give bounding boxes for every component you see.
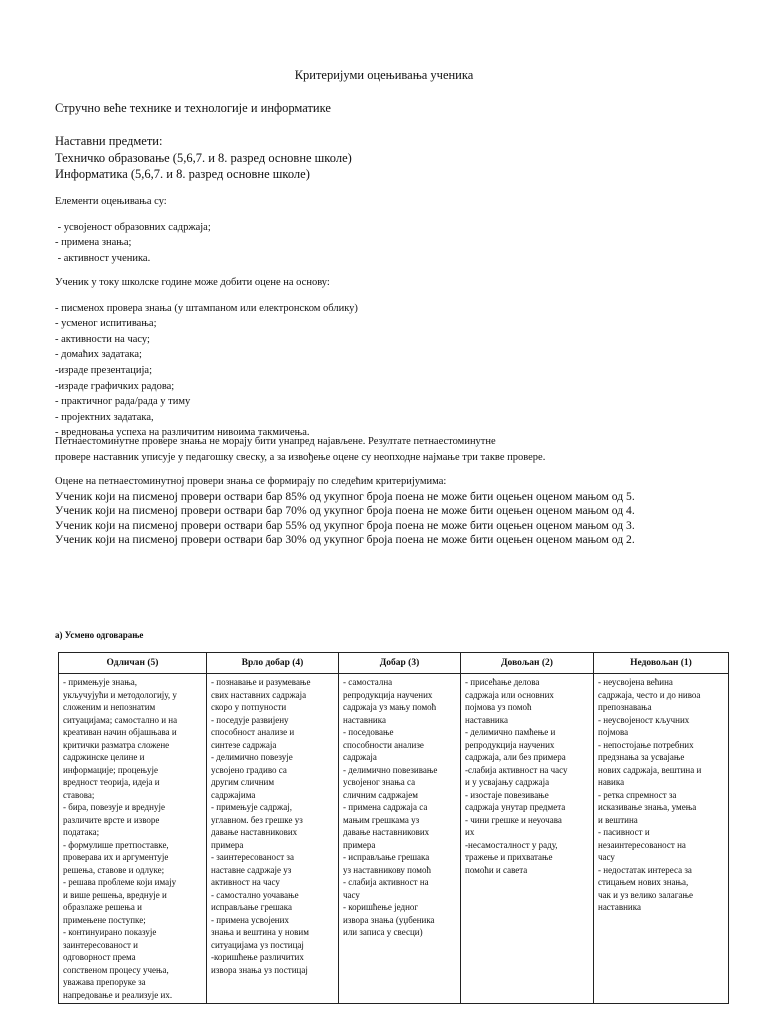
list-item: - примена знања; xyxy=(55,237,132,249)
list-item: - активност ученика. xyxy=(55,252,151,264)
cell-line: - изостаје повезивање xyxy=(465,789,549,800)
list-item: - вредновања успеха на различитим нивоима такмичења. xyxy=(55,427,310,439)
cell-line: мањим грешкама уз xyxy=(343,814,420,825)
cell-line: - самостална xyxy=(343,677,393,687)
cell-line: - решава проблеме који имају xyxy=(63,877,177,887)
cell-grade-4 xyxy=(207,674,339,1004)
cell-line: незаинтересованост на xyxy=(598,839,686,850)
table-header-row xyxy=(59,653,729,674)
list-item: - активности на часу; xyxy=(55,333,150,345)
cell-line: давање наставникових xyxy=(343,827,430,837)
criteria-line: Ученик који на писменој провери оствари бар 85% од укупног броја поена не може бити оцењен оценом мањом од 5. xyxy=(55,489,635,503)
cell-line: примера xyxy=(343,839,376,850)
header-grade-3: Добар (3) xyxy=(339,653,461,674)
cell-line: препознавања xyxy=(598,702,652,712)
cell-line: усвојеног знања са xyxy=(343,777,416,787)
cell-line: извора знања (уџбеника xyxy=(343,914,435,925)
cell-line: -несамосталност у раду, xyxy=(465,839,558,850)
grading-elements-heading: Елементи оцењивања су: xyxy=(55,196,167,207)
header-grade-2: Довољан (2) xyxy=(461,653,594,674)
cell-line: одговорност према xyxy=(63,952,136,962)
cell-line: података; xyxy=(63,827,100,837)
cell-line: свих наставних садржаја xyxy=(211,689,307,700)
cell-line: - недостатак интереса за xyxy=(598,864,692,875)
cell-line: - примењује знања, xyxy=(63,677,137,687)
cell-line: - слабија активност на xyxy=(343,877,429,887)
cell-line: наставника xyxy=(598,902,641,912)
list-item: - писменох провера знања (у штампаном или електронском облику) xyxy=(55,302,358,314)
cell-line: и вештина xyxy=(598,814,638,825)
grading-elements xyxy=(55,194,211,266)
cell-line: тражење и прихватање xyxy=(465,852,553,862)
cell-line: -коришћење различитих xyxy=(211,952,304,962)
list-item: - пројектних задатака, xyxy=(55,411,154,423)
cell-line: решења, ставове и одлуке; xyxy=(63,864,165,875)
cell-line: их xyxy=(465,827,475,837)
subject-informatics: Информатика (5,6,7. и 8. разред основне школе) xyxy=(55,167,310,181)
cell-line: предзнања за усвајање xyxy=(598,752,685,762)
cell-line: сопственом процесу учења, xyxy=(63,964,169,975)
quiz-notice xyxy=(55,434,545,465)
cell-line: - поседује развијену xyxy=(211,714,289,725)
header-grade-5: Одличан (5) xyxy=(59,653,207,674)
cell-line: ситуацијама уз постицај xyxy=(211,939,304,950)
cell-line: - континуирано показује xyxy=(63,927,157,937)
cell-line: проверава их и аргументује xyxy=(63,852,169,862)
cell-line: - присећање делова xyxy=(465,677,540,687)
cell-line: - коришћење једног xyxy=(343,902,419,912)
cell-line: садржаја, али без примера xyxy=(465,752,566,762)
cell-line: - ретка спремност за xyxy=(598,789,677,800)
cell-line: образлаже решења и xyxy=(63,902,142,912)
cell-line: - примена усвојених xyxy=(211,914,289,925)
header-grade-1: Недовољан (1) xyxy=(594,653,729,674)
cell-line: углавном. без грешке уз xyxy=(211,814,303,825)
subject-technical: Техничко образовање (5,6,7. и 8. разред основне школе) xyxy=(55,150,352,165)
cell-line: - самостално уочавање xyxy=(211,889,299,900)
cell-line: - формулише претпоставке, xyxy=(63,839,169,850)
cell-line: нових садржаја, вештина и xyxy=(598,764,702,775)
cell-line: наставне садржаје уз xyxy=(211,864,292,875)
cell-line: - познавање и разумевање xyxy=(211,677,311,687)
criteria-line: Ученик који на писменој провери оствари бар 55% од укупног броја поена не може бити оцењен оценом мањом од 3. xyxy=(55,518,635,532)
cell-line: - заинтересованост за xyxy=(211,852,294,862)
cell-line: - делимично памћење и xyxy=(465,727,556,737)
oral-grading-table xyxy=(58,652,729,1004)
cell-line: часу xyxy=(343,889,360,900)
cell-line: - поседовање xyxy=(343,727,394,737)
notice-line: Петнаестоминутне провере знања не морају бити унапред најављене. Резултате петнаестоминутне xyxy=(55,436,496,447)
cell-grade-3 xyxy=(339,674,461,1004)
cell-line: активност на часу xyxy=(211,877,280,887)
cell-line: извора знања уз постицај xyxy=(211,964,308,975)
cell-line: уважава препоруке за xyxy=(63,977,146,987)
grading-basis-heading: Ученик у току школске године може добити оцене на основу: xyxy=(55,277,330,288)
cell-line: скоро у потпуности xyxy=(211,702,287,712)
header-grade-4: Врло добар (4) xyxy=(207,653,339,674)
cell-line: - неусвојеност кључних xyxy=(598,714,690,725)
list-item: -израде презентација; xyxy=(55,364,152,376)
cell-line: ситуацијама; самостално и на xyxy=(63,714,178,725)
cell-grade-2 xyxy=(461,674,594,1004)
cell-line: критички разматра сложене xyxy=(63,739,170,750)
document-title: Критеријуми оцењивања ученика xyxy=(294,68,474,82)
cell-line: чак и уз велико залагање xyxy=(598,889,693,900)
cell-line: - пасивност и xyxy=(598,827,650,837)
cell-line: - делимично повезује xyxy=(211,752,293,762)
cell-line: садржаја, често и до нивоа xyxy=(598,689,701,700)
quiz-criteria xyxy=(55,475,635,548)
cell-line: садржаја уз мању помоћ xyxy=(343,702,437,712)
cell-line: или записа у свесци) xyxy=(343,927,423,937)
oral-section-label: а) Усмено одговарање xyxy=(55,630,144,640)
subjects-block xyxy=(55,133,352,183)
cell-line: способности анализе xyxy=(343,739,424,750)
cell-line: способност анализе и xyxy=(211,727,295,737)
cell-line: примењене поступке; xyxy=(63,914,146,925)
cell-line: - примена садржаја са xyxy=(343,802,428,812)
cell-line: наставника xyxy=(465,714,508,725)
cell-line: - непостојање потребних xyxy=(598,739,694,750)
cell-line: -слабија активност на часу xyxy=(465,764,568,775)
cell-line: садржајима xyxy=(211,789,256,800)
list-item: - усменог испитивања; xyxy=(55,318,157,330)
cell-grade-5 xyxy=(59,674,207,1004)
cell-line: вредност теорија, идеја и xyxy=(63,777,160,787)
cell-line: садржаја или основних xyxy=(465,689,554,700)
subjects-heading: Наставни предмети: xyxy=(55,134,163,148)
list-item: -израде графичких радова; xyxy=(55,380,175,392)
cell-line: знања и вештина у новим xyxy=(211,927,309,937)
cell-line: укључујући и методологију, у xyxy=(63,689,177,700)
cell-line: синтезе садржаја xyxy=(211,739,277,750)
cell-line: појмова xyxy=(598,727,629,737)
criteria-line: Ученик који на писменој провери оствари бар 30% од укупног броја поена не може бити оцењен оценом мањом од 2. xyxy=(55,533,635,546)
cell-line: часу xyxy=(598,852,615,862)
cell-line: давање наставникових xyxy=(211,827,298,837)
list-item: - практичног рада/рада у тиму xyxy=(55,396,191,408)
cell-line: креативан начин објашњава и xyxy=(63,727,177,737)
cell-line: - бира, повезује и вреднује xyxy=(63,802,165,812)
cell-line: садржаја xyxy=(343,752,377,762)
list-item: - усвојеност образовних садржаја; xyxy=(55,221,211,233)
cell-line: усвојено градиво са xyxy=(211,764,287,775)
cell-line: - примењује садржај, xyxy=(211,802,292,812)
table-row xyxy=(59,674,729,1004)
notice-line: провере наставник уписује у педагошку свеску, а за извођење оцене су неопходне најмање три такве провере. xyxy=(55,451,546,463)
cell-line: информације; процењује xyxy=(63,764,158,775)
cell-line: сложеним и непознатим xyxy=(63,702,156,712)
cell-line: различите врсте и изворе xyxy=(63,814,160,825)
cell-line: репродукција научених xyxy=(465,739,555,750)
cell-line: - делимично повезивање xyxy=(343,764,438,775)
cell-line: уз наставникову помоћ xyxy=(343,864,431,875)
cell-line: напредовање и реализује их. xyxy=(63,989,173,1000)
cell-line: стицањем нових знања, xyxy=(598,877,689,887)
criteria-line: Ученик који на писменој провери оствари бар 70% од укупног броја поена не може бити оцењен оценом мањом од 4. xyxy=(55,504,635,517)
cell-line: - чини грешке и неуочава xyxy=(465,814,562,825)
cell-line: навика xyxy=(598,777,625,787)
grading-basis xyxy=(55,275,358,441)
cell-line: садржинске целине и xyxy=(63,752,145,762)
cell-line: наставника xyxy=(343,714,386,725)
cell-line: појмова уз помоћ xyxy=(465,702,532,712)
cell-line: заинтересованост и xyxy=(63,939,138,950)
cell-line: - неусвојена већина xyxy=(598,677,673,687)
cell-line: и у усвајању садржаја xyxy=(465,777,550,787)
cell-grade-1 xyxy=(594,674,729,1004)
cell-line: - исправљање грешака xyxy=(343,852,430,862)
cell-line: примера xyxy=(211,839,244,850)
cell-line: ставова; xyxy=(63,789,95,800)
cell-line: исправљање грешака xyxy=(211,902,293,912)
cell-line: помоћи и савета xyxy=(465,864,528,875)
cell-line: репродукција научених xyxy=(343,689,433,700)
criteria-heading: Оцене на петнаестоминутној провери знања се формирају по следећим критеријумима: xyxy=(55,476,447,487)
list-item: - домаћих задатака; xyxy=(55,349,142,361)
cell-line: и више решења, вреднује и xyxy=(63,889,167,900)
department-name: Стручно веће технике и технологије и информатике xyxy=(55,101,331,115)
cell-line: сличним садржајем xyxy=(343,789,418,800)
cell-line: другим сличним xyxy=(211,777,275,787)
cell-line: садржаја унутар предмета xyxy=(465,802,566,812)
cell-line: исказивање знања, умења xyxy=(598,802,697,812)
